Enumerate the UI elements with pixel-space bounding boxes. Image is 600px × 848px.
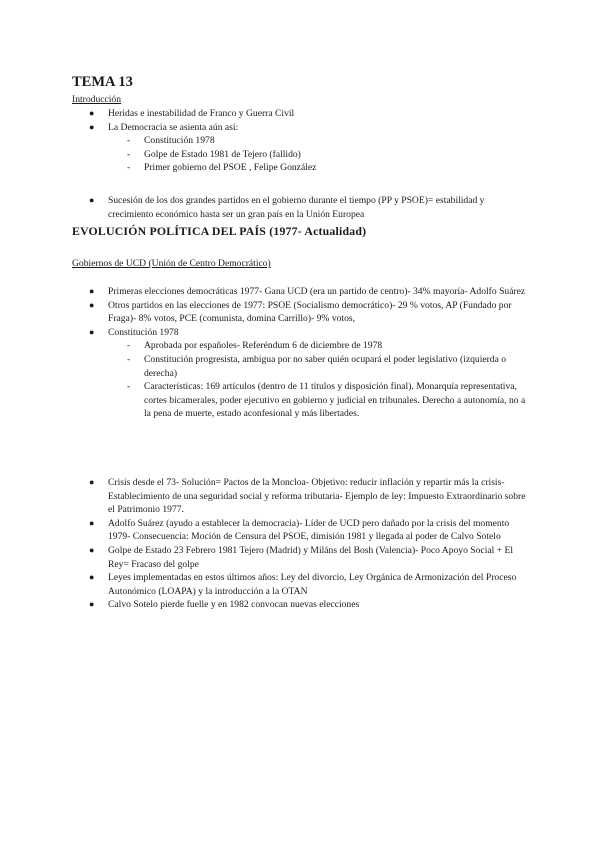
bullet-icon: ●	[89, 572, 95, 583]
sub-list-item-text: Golpe de Estado 1981 de Tejero (fallido)	[144, 148, 301, 160]
sub-list-item-text: Primer gobierno del PSOE , Felipe González	[144, 162, 317, 174]
dash-icon: -	[127, 381, 131, 393]
list-item	[0, 598, 600, 612]
list-item-text: Otros partidos en las elecciones de 1977: PSOE (Socialismo democrático)- 29 % votos, AP (Fundado por Fraga)- 8% votos, PCE (comunista, domina Carrillo)- 9% votos,	[108, 299, 512, 325]
list-item	[0, 285, 600, 299]
list-item-text: Calvo Sotelo pierde fuelle y en 1982 convocan nuevas elecciones	[108, 599, 360, 611]
sub-list-item	[108, 161, 532, 175]
list-item-text: Adolfo Suárez (ayudo a establecer la democracia)- Líder de UCD pero dañado por la crisis del momento 1979- Consecuencia: Moción de Censura del PSOE, dimisión 1981 y llegada al poder de Calvo Sotelo	[108, 517, 510, 543]
bullet-icon: ●	[89, 195, 95, 205]
bullet-icon: ●	[89, 544, 95, 555]
bullet-icon: ●	[89, 121, 95, 132]
sub-list	[108, 134, 532, 175]
list-item-text: Constitución 1978	[108, 326, 179, 338]
list-item	[0, 121, 600, 175]
bullet-icon: ●	[89, 517, 95, 528]
bullet-icon: ●	[89, 326, 95, 337]
sub-list-item	[108, 339, 532, 353]
list-item	[0, 107, 600, 121]
intro-list-2	[0, 194, 600, 221]
list-item-text: La Democracia se asienta aún así:	[108, 121, 239, 133]
list-item	[0, 194, 600, 221]
intro-heading: Introducción	[72, 94, 122, 105]
list-item-text: Crisis desde el 73- Solución= Pactos de la Moncloa- Objetivo: reducir inflación y repartir más la crisis- Establecimiento de una seguridad social y reforma tributaria- Ejemplo de ley: Impuesto Extraordinario sobre el Patrimonio 1977.	[108, 477, 526, 516]
page-title: TEMA 13	[72, 74, 133, 90]
sub-list-item	[108, 134, 532, 148]
dash-icon: -	[127, 353, 131, 365]
bullet-icon: ●	[89, 299, 95, 310]
bullet-icon: ●	[89, 477, 95, 487]
sub-list-item-text: Constitución progresista, ambigua por no saber quién ocupará el poder legislativo (izquierda o derecha)	[144, 353, 507, 379]
bullet-icon: ●	[89, 286, 95, 296]
list-item	[0, 571, 600, 598]
sub-list-item-text: Constitución 1978	[144, 135, 215, 147]
list-item-text: Sucesión de los dos grandes partidos en el gobierno durante el tiempo (PP y PSOE)= estabilidad y crecimiento económico hasta ser un gran país en la Unión Europea	[108, 195, 485, 220]
list-item-text: Leyes implementadas en estos últimos años: Ley del divorcio, Ley Orgánica de Armonización del Proceso Autonómico (LOAPA) y la introducción a la OTAN	[108, 572, 517, 597]
sub-list-item-text: Aprobada por españoles- Referéndum 6 de diciembre de 1978	[144, 340, 383, 352]
sub-list-item	[108, 148, 532, 162]
list-item-text: Golpe de Estado 23 Febrero 1981 Tejero (Madrid) y Miláns del Bosh (Valencia)- Poco Apoyo Social + El Rey= Fracaso del golpe	[108, 544, 514, 570]
dash-icon: -	[127, 162, 131, 174]
list-item	[0, 544, 600, 571]
list-item-text: Primeras elecciones democráticas 1977- Gana UCD (era un partido de centro)- 34% mayoría- Adolfo Suárez	[108, 286, 526, 297]
sub-list-item	[108, 353, 532, 380]
list-item	[0, 476, 600, 517]
bullet-icon: ●	[89, 108, 95, 118]
dash-icon: -	[127, 148, 131, 160]
list-item-text: Heridas e inestabilidad de Franco y Guerra Civil	[108, 108, 295, 119]
list-item	[0, 299, 600, 326]
list-item	[0, 326, 600, 421]
ucd-list	[0, 285, 600, 421]
list-item	[0, 517, 600, 544]
sub-list-item-text: Características: 169 artículos (dentro de 11 títulos y disposición final). Monarquía representativa, cortes bicamerales, poder ejecutivo en gobierno y judicial en tribunales. Derecho a autonomía, no a la pena de muerte, estado aconfesional y más libertades.	[144, 381, 526, 420]
section-heading: EVOLUCIÓN POLÍTICA DEL PAÍS (1977- Actualidad)	[72, 224, 367, 238]
sub-list	[108, 339, 532, 421]
intro-list	[0, 107, 600, 175]
dash-icon: -	[127, 340, 131, 352]
sub-list-item	[108, 380, 532, 421]
dash-icon: -	[127, 135, 131, 147]
bullet-icon: ●	[89, 599, 95, 610]
section-subheading: Gobiernos de UCD (Unión de Centro Democrático)	[72, 258, 271, 269]
ucd-list-2	[0, 476, 600, 612]
